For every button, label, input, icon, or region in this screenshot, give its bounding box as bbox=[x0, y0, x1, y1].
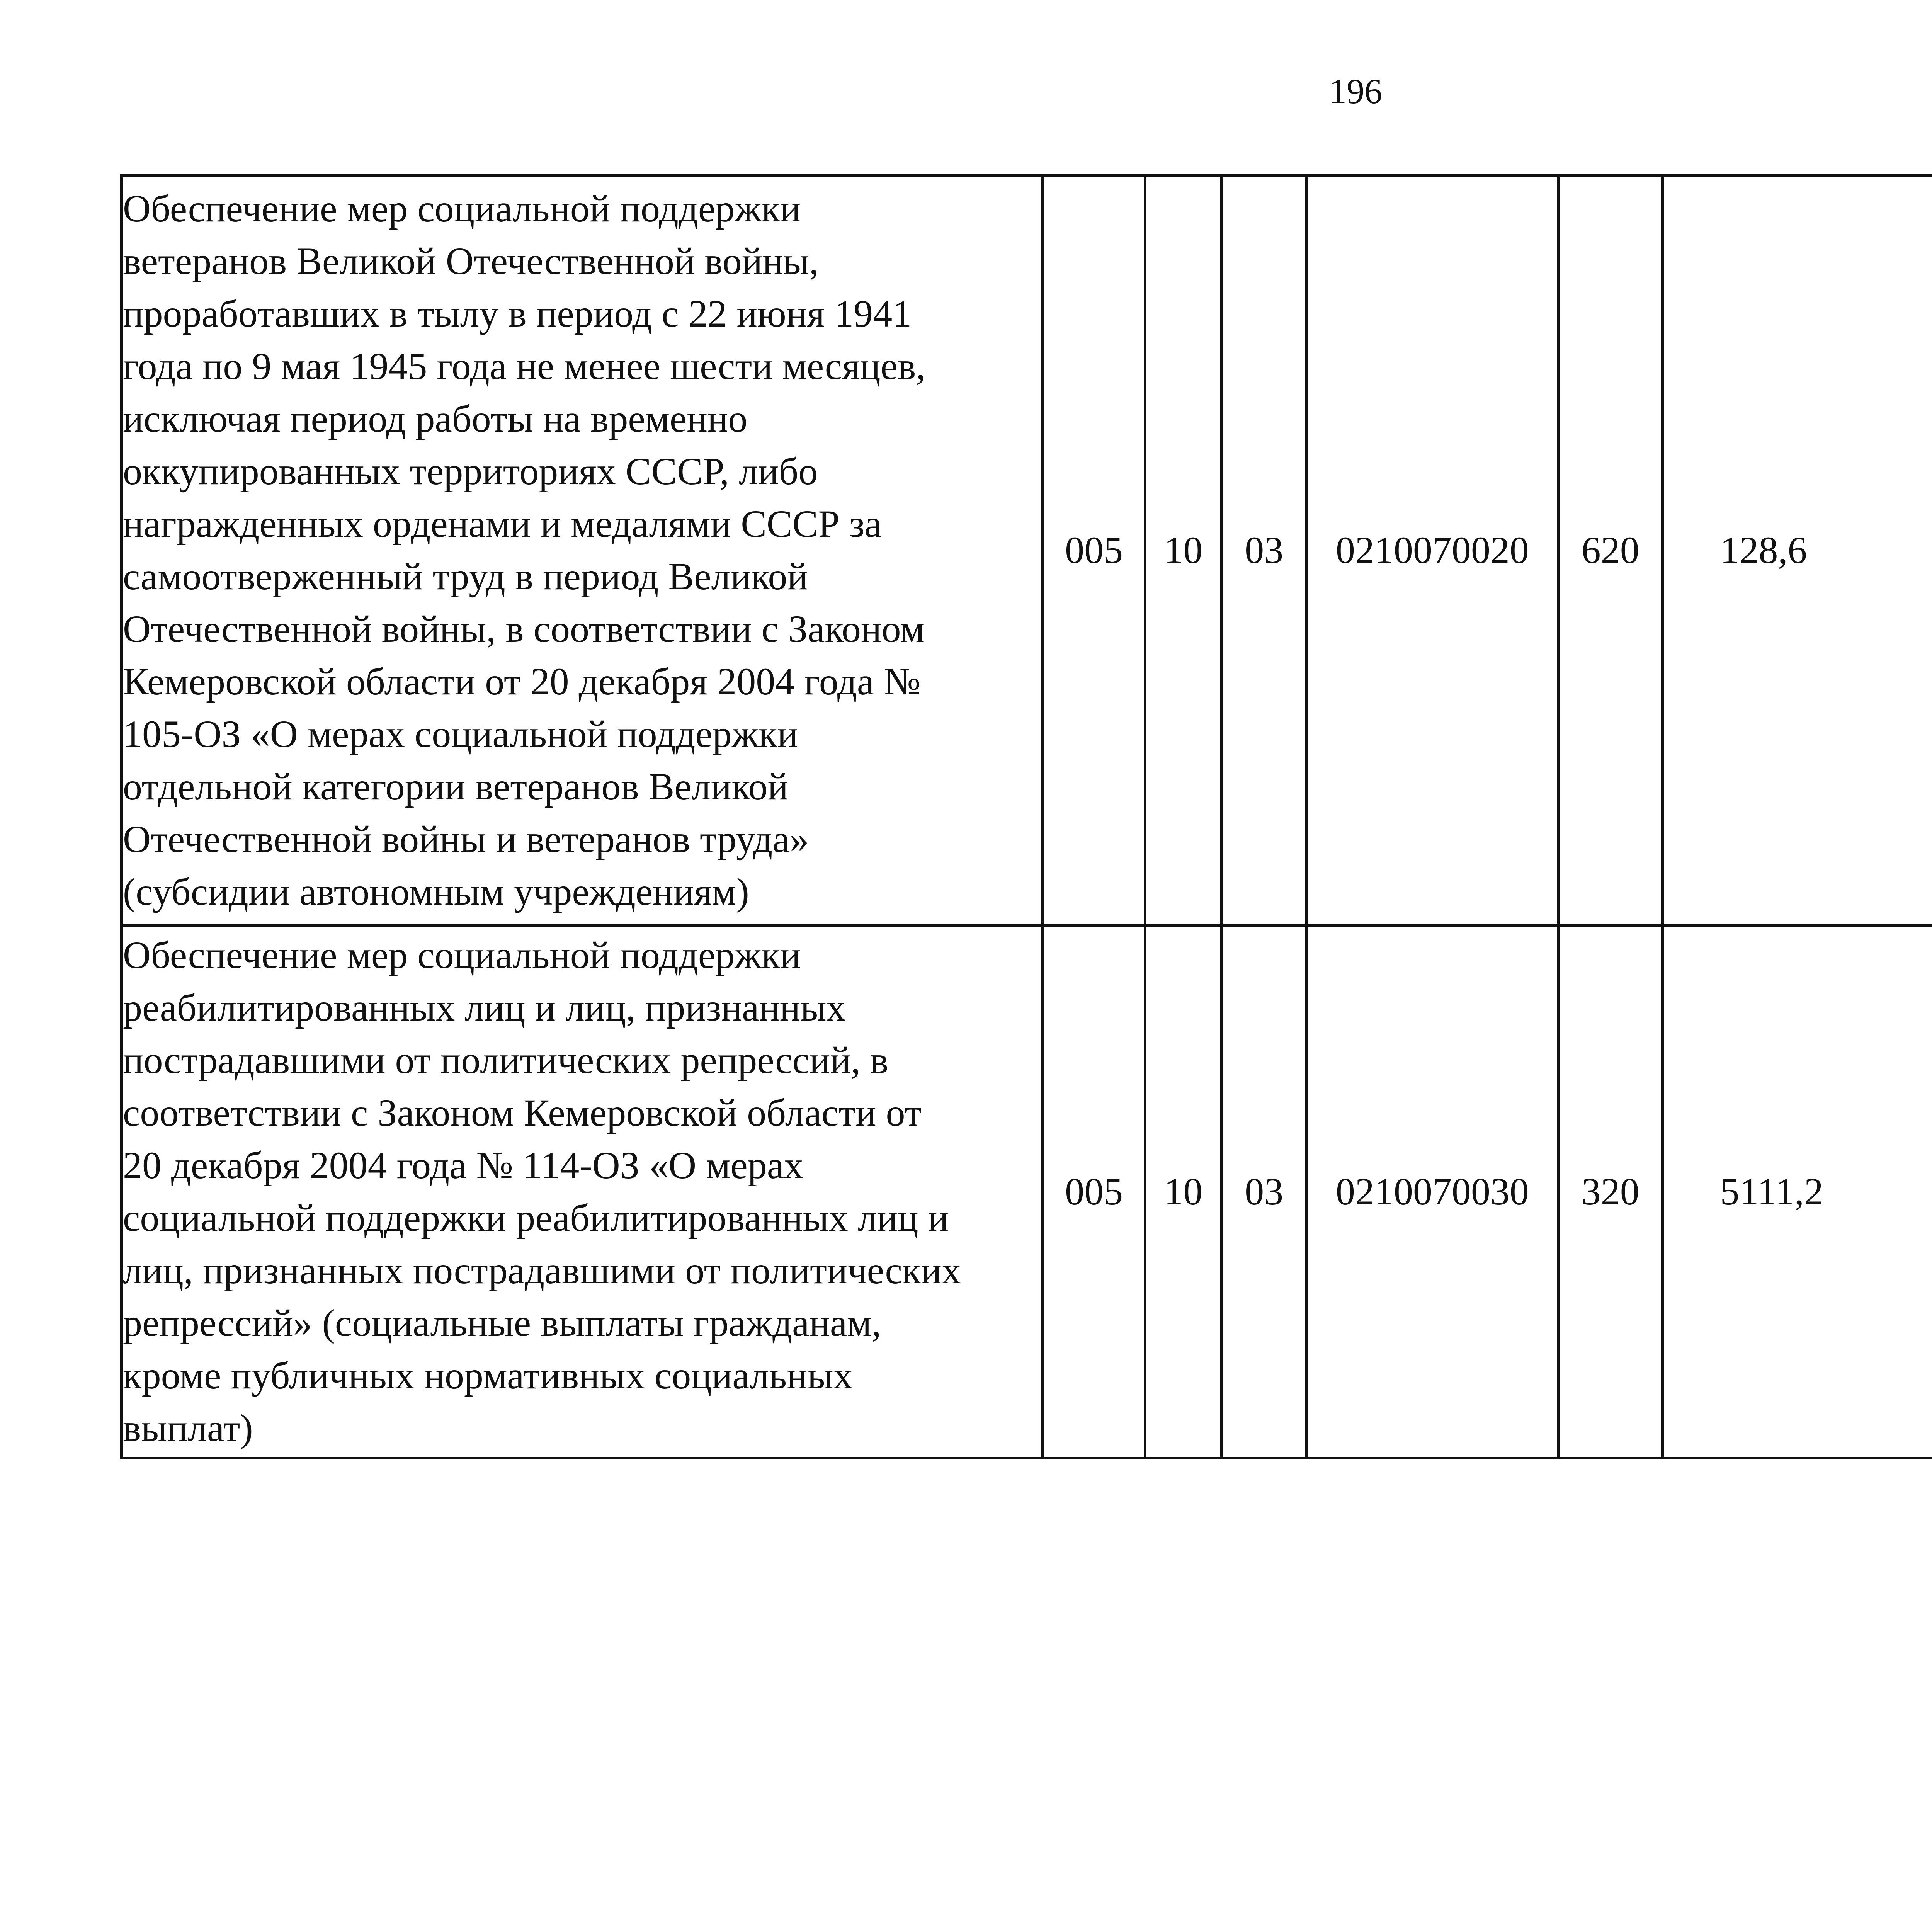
amount-year-1: 5111,2 bbox=[1663, 925, 1932, 1458]
page-number: 196 bbox=[1329, 71, 1382, 111]
ministry-code: 005 bbox=[1043, 175, 1145, 925]
row-description bbox=[122, 925, 1043, 1458]
description-line: лиц, признанных пострадавшими от политических bbox=[123, 1249, 961, 1292]
description-line: Обеспечение мер социальной поддержки bbox=[123, 187, 801, 230]
description-line: Отечественной войны и ветеранов труда» bbox=[123, 818, 809, 861]
description-line: награжденных орденами и медалями СССР за bbox=[123, 502, 882, 545]
description-line: года по 9 мая 1945 года не менее шести месяцев, bbox=[123, 345, 926, 388]
description-line: Кемеровской области от 20 декабря 2004 года № bbox=[123, 660, 921, 703]
amount-year-1: 128,6 bbox=[1663, 175, 1932, 925]
description-line: оккупированных территориях СССР, либо bbox=[123, 450, 818, 493]
table-row bbox=[122, 175, 1932, 925]
description-line: социальной поддержки реабилитированных лиц и bbox=[123, 1196, 949, 1239]
description-line: отдельной категории ветеранов Великой bbox=[123, 765, 789, 808]
expense-type-code: 320 bbox=[1558, 925, 1663, 1458]
target-article-code: 0210070020 bbox=[1306, 175, 1558, 925]
description-line: проработавших в тылу в период с 22 июня 1941 bbox=[123, 292, 912, 335]
subsection-code: 03 bbox=[1221, 925, 1306, 1458]
description-line: кроме публичных нормативных социальных bbox=[123, 1354, 853, 1397]
section-code: 10 bbox=[1145, 925, 1221, 1458]
description-line: репрессий» (социальные выплаты гражданам, bbox=[123, 1301, 881, 1344]
description-line: соответствии с Законом Кемеровской области от bbox=[123, 1091, 922, 1134]
description-line: пострадавшими от политических репрессий, в bbox=[123, 1039, 889, 1082]
row-description bbox=[122, 175, 1043, 925]
expense-type-code: 620 bbox=[1558, 175, 1663, 925]
description-line: 105-ОЗ «О мерах социальной поддержки bbox=[123, 713, 798, 755]
description-line: самоотверженный труд в период Великой bbox=[123, 555, 808, 598]
description-line: выплат) bbox=[123, 1407, 253, 1449]
subsection-code: 03 bbox=[1221, 175, 1306, 925]
table-row bbox=[122, 925, 1932, 1458]
ministry-code: 005 bbox=[1043, 925, 1145, 1458]
description-line: (субсидии автономным учреждениям) bbox=[123, 870, 749, 913]
description-line: исключая период работы на временно bbox=[123, 397, 748, 440]
target-article-code: 0210070030 bbox=[1306, 925, 1558, 1458]
description-line: Обеспечение мер социальной поддержки bbox=[123, 934, 801, 976]
description-line: 20 декабря 2004 года № 114-ОЗ «О мерах bbox=[123, 1144, 804, 1187]
description-line: Отечественной войны, в соответствии с Законом bbox=[123, 607, 925, 650]
description-line: реабилитированных лиц и лиц, признанных bbox=[123, 986, 846, 1029]
description-line: ветеранов Великой Отечественной войны, bbox=[123, 240, 819, 282]
budget-table bbox=[120, 174, 1932, 1459]
section-code: 10 bbox=[1145, 175, 1221, 925]
